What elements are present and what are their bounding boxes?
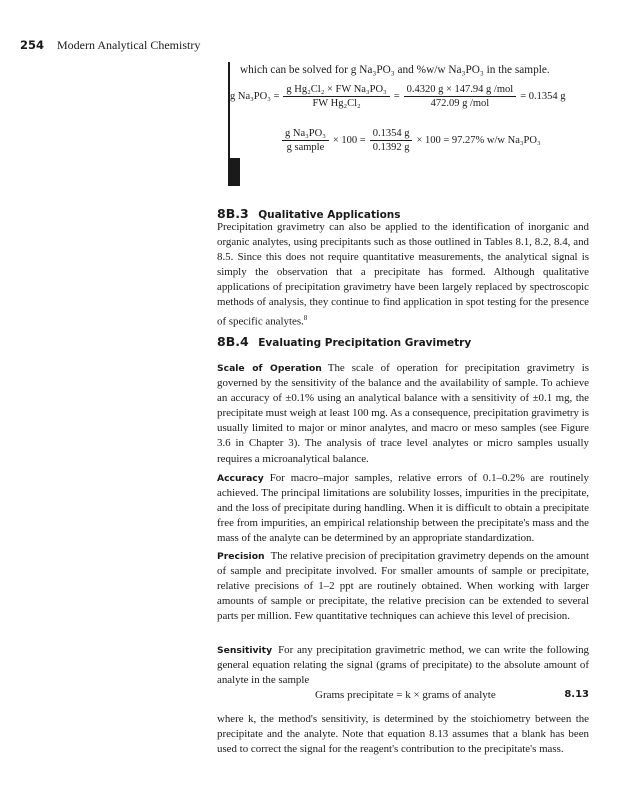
eq1-fraction-numeric: $\frac{\text{0.4320 g × 147.94 g /mol}}{\text{472.09 g /mol}}$ — [404, 84, 517, 109]
section-heading-8b3: 8B.3 Qualitative Applications — [217, 206, 401, 221]
example-end-mark — [228, 158, 240, 186]
paragraph-scale: Scale of Operation The scale of operation for precipitation gravimetry is governed by the sensitivity of the balance and the availability of sample. To achieve an accuracy of ±0.1% using an analytical balance with a sensitivity of ±0.1 mg, the precipitate must weigh at least 100 mg. As a consequence, precipitation gravimetry is usually limited to major or minor analytes, and macro or meso samples (see Figure 3.6 in Chapter 3). The analysis of trace level analytes or micro samples usually requires a microanalytical balance. — [217, 362, 589, 465]
paragraph-precision: Precision The relative precision of precipitation gravimetry depends on the amount of sample and precipitate involved. For smaller amounts of sample or precipitate, relative precisions of 1–2 ppt are routinely obtained. When working with larger amounts of sample or precipitate, the relative precision can be extended to several parts per million. Few quantitative techniques can achieve this level of precision. — [217, 550, 590, 623]
eq1-fraction-symbolic: $\frac{\text{g Hg₂Cl₂ × FW Na₃PO₃}}{\text{FW Hg₂Cl₂}}$ — [283, 84, 389, 109]
eq2-mid: × 100 = — [332, 135, 366, 146]
eq1-equals: = — [393, 91, 400, 102]
equation-number: 8.13 — [564, 689, 589, 700]
eq2-fraction-numeric: $\frac{0.1354 g}{0.1392 g}$ — [370, 128, 413, 153]
running-header — [20, 38, 200, 53]
example-intro: which can be solved for g Na₃PO₃ and %w/w Na₃PO₃ in the sample. — [240, 64, 550, 76]
paragraph-accuracy: Accuracy For macro–major samples, relative errors of 0.1–0.2% are routinely achieved. The principal limitations are solubility losses, impurities in the precipitate, and the loss of precipitate during handling. When it is difficult to obtain a precipitate free from impurities, an empirical relationship between the precipitate's mass and the mass of the analyte can be determined by an appropriate standardization. — [217, 472, 589, 545]
section-heading-8b4: 8B.4 Evaluating Precipitation Gravimetry — [217, 334, 472, 349]
paragraph-qualitative: Precipitation gravimetry can also be applied to the identification of inorganic and organic analytes, using precipitants such as those outlined in Tables 8.1, 8.2, 8.4, and 8.5. Since this does not require quantitative measurements, the analytical signal is simply the observation that a precipitate has formed. Although qualitative applications of precipitation gravimetry have been largely replaced by spectroscopic methods of analysis, they continue to find application in spot testing for the presence of specific analytes.$^8$ — [217, 221, 589, 328]
eq1-lhs: g Na₃PO₃ = — [230, 91, 280, 102]
running-title: Modern Analytical Chemistry — [57, 38, 201, 52]
eq2-fraction-symbolic: $\frac{\text{g Na₃PO₃}}{\text{g sample}}$ — [282, 128, 329, 153]
equation-percent — [278, 128, 541, 153]
equation-mass — [230, 84, 566, 109]
eq2-result: × 100 = 97.27% w/w Na₃PO₃ — [416, 135, 541, 146]
page-number: 254 — [20, 38, 45, 52]
paragraph-sensitivity: Sensitivity For any precipitation gravimetric method, we can write the following general equation relating the signal (grams of precipitate) to the absolute amount of analyte in the sample — [217, 644, 589, 687]
worked-example-box — [228, 62, 588, 186]
eq1-result: = 0.1354 g — [520, 91, 566, 102]
equation-body: Grams precipitate = k × grams of analyte — [315, 689, 496, 701]
paragraph-after-equation: where k, the method's sensitivity, is determined by the stoichiometry between the precipitate and the analyte. Note that equation 8.13 assumes that a blank has been used to correct the signal for the reagent's contribution to the precipitate's mass. — [217, 713, 589, 756]
